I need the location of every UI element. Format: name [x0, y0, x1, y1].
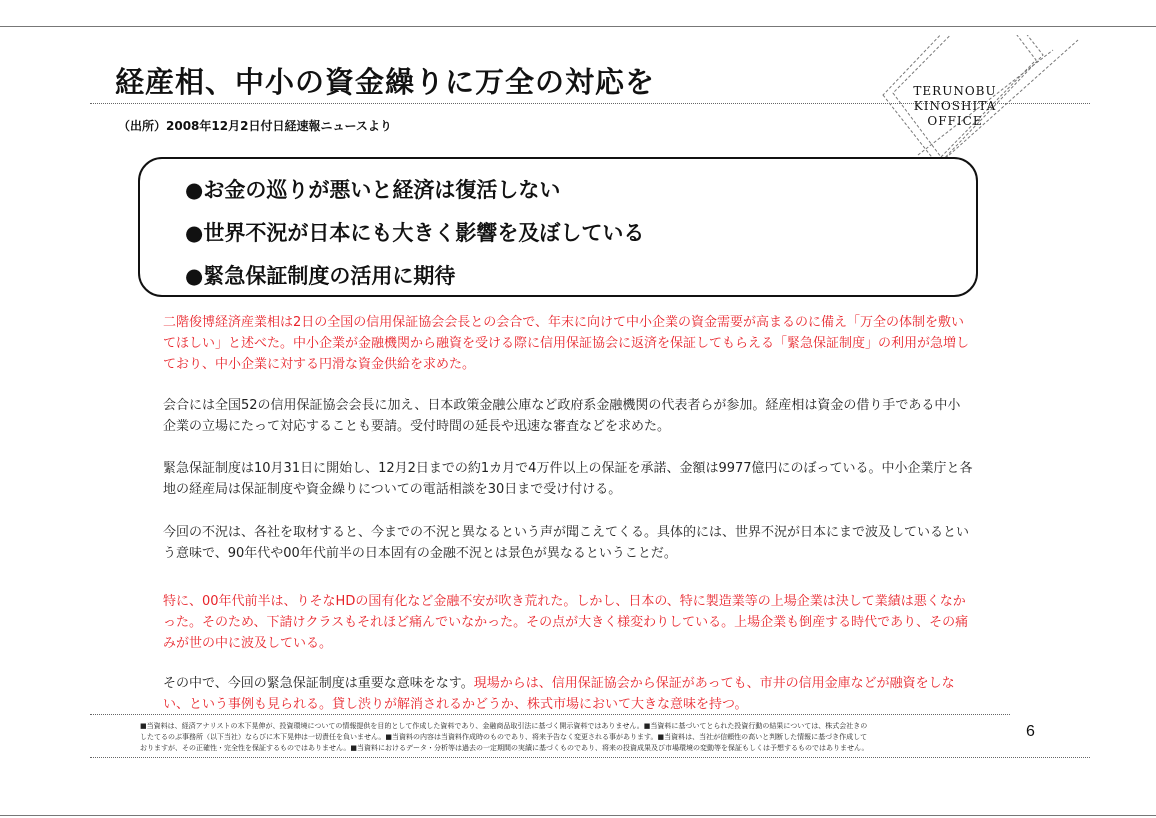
footer-divider: [90, 757, 1090, 758]
paragraph-3: 緊急保証制度は10月31日に開始し、12月2日までの約1カ月で4万件以上の保証を承諾、金額は9977億円にのぼっている。中小企業庁と各地の経産局は保証制度や資金繰りについての電話相談を30日まで受け付ける。: [163, 461, 973, 497]
top-border-line: [0, 26, 1156, 27]
paragraph-1: 二階俊博経済産業相は2日の全国の信用保証協会会長との会合で、年末に向けて中小企業の資金需要が高まるのに備え「万全の体制を敷いてほしい」と述べた。中小企業が金融機関から融資を受ける際に信用保証協会に返済を保証してもらえる「緊急保証制度」の利用が急増しており、中小企業に対する円滑な資金供給を求めた。: [163, 315, 970, 372]
key-point-1: ●お金の巡りが悪いと経済は復活しない: [185, 178, 561, 202]
disclaimer-line-3: おりますが、その正確性・完全性を保証するものではありません。■当資料におけるデータ・分析等は過去の一定期間の実績に基づくものであり、将来の投資成果及び市場環境の変動等を保証もしくは予想するものではありません。: [140, 744, 869, 752]
paragraph-6-highlight: 現場からは、信用保証協会から保証があっても、市井の信用金庫などが融資をしない、という事例も見られる。貸し渋りが解消されるかどうか、株式市場において大きな意味を持つ。: [163, 676, 955, 712]
key-points-box: [138, 157, 978, 297]
key-point-3: ●緊急保証制度の活用に期待: [185, 264, 456, 288]
bottom-border-line: [0, 815, 1156, 816]
paragraph-2: 会合には全国52の信用保証協会会長に加え、日本政策金融公庫など政府系金融機関の代表者らが参加。経産相は資金の借り手である中小企業の立場にたって対応することも要請。受付時間の延長や迅速な審査などを求めた。: [163, 398, 961, 434]
paragraph-4: 今回の不況は、各社を取材すると、今までの不況と異なるという声が聞こえてくる。具体的には、世界不況が日本にまで波及しているという意味で、90年代や00年代前半の日本固有の金融不況とは景色が異なるということだ。: [163, 525, 970, 561]
paragraph-5: 特に、00年代前半は、りそなHDの国有化など金融不安が吹き荒れた。しかし、日本の、特に製造業等の上場企業は決して業績は悪くなかった。そのため、下請けクラスもそれほど痛んでいなかった。その点が大きく様変わりしている。上場企業も倒産する時代であり、その痛みが世の中に波及している。: [163, 594, 969, 651]
page-number: 6: [1026, 723, 1035, 740]
paragraph-6-lead: その中で、今回の緊急保証制度は重要な意味をなす。: [163, 676, 474, 691]
disclaimer: [140, 721, 1010, 754]
footer-divider-top: [90, 714, 1010, 715]
logo-line-3: OFFICE: [927, 114, 983, 128]
office-logo-text: [905, 84, 1005, 129]
logo-line-1: TERUNOBU: [913, 84, 997, 98]
disclaimer-line-2: したてるのぶ事務所（以下当社）ならびに木下晃伸は一切責任を負いません。■当資料の内容は当資料作成時のものであり、将来予告なく変更される事があります。■当資料は、当社が信頼性の高いと判断した情報に基づき作成して: [140, 733, 868, 741]
logo-line-2: KINOSHITA: [913, 99, 997, 113]
slide-title: 経産相、中小の資金繰りに万全の対応を: [115, 65, 656, 99]
key-point-2: ●世界不況が日本にも大きく影響を及ぼしている: [185, 221, 645, 245]
source-note: （出所）2008年12月2日付日経速報ニュースより: [118, 119, 392, 133]
paragraph-6: [163, 673, 973, 715]
disclaimer-line-1: ■当資料は、経済アナリストの木下晃伸が、投資環境についての情報提供を目的として作成した資料であり、金融商品取引法に基づく開示資料ではありません。■当資料に基づいてとられた投資行動の結果については、株式会社きの: [140, 722, 868, 730]
